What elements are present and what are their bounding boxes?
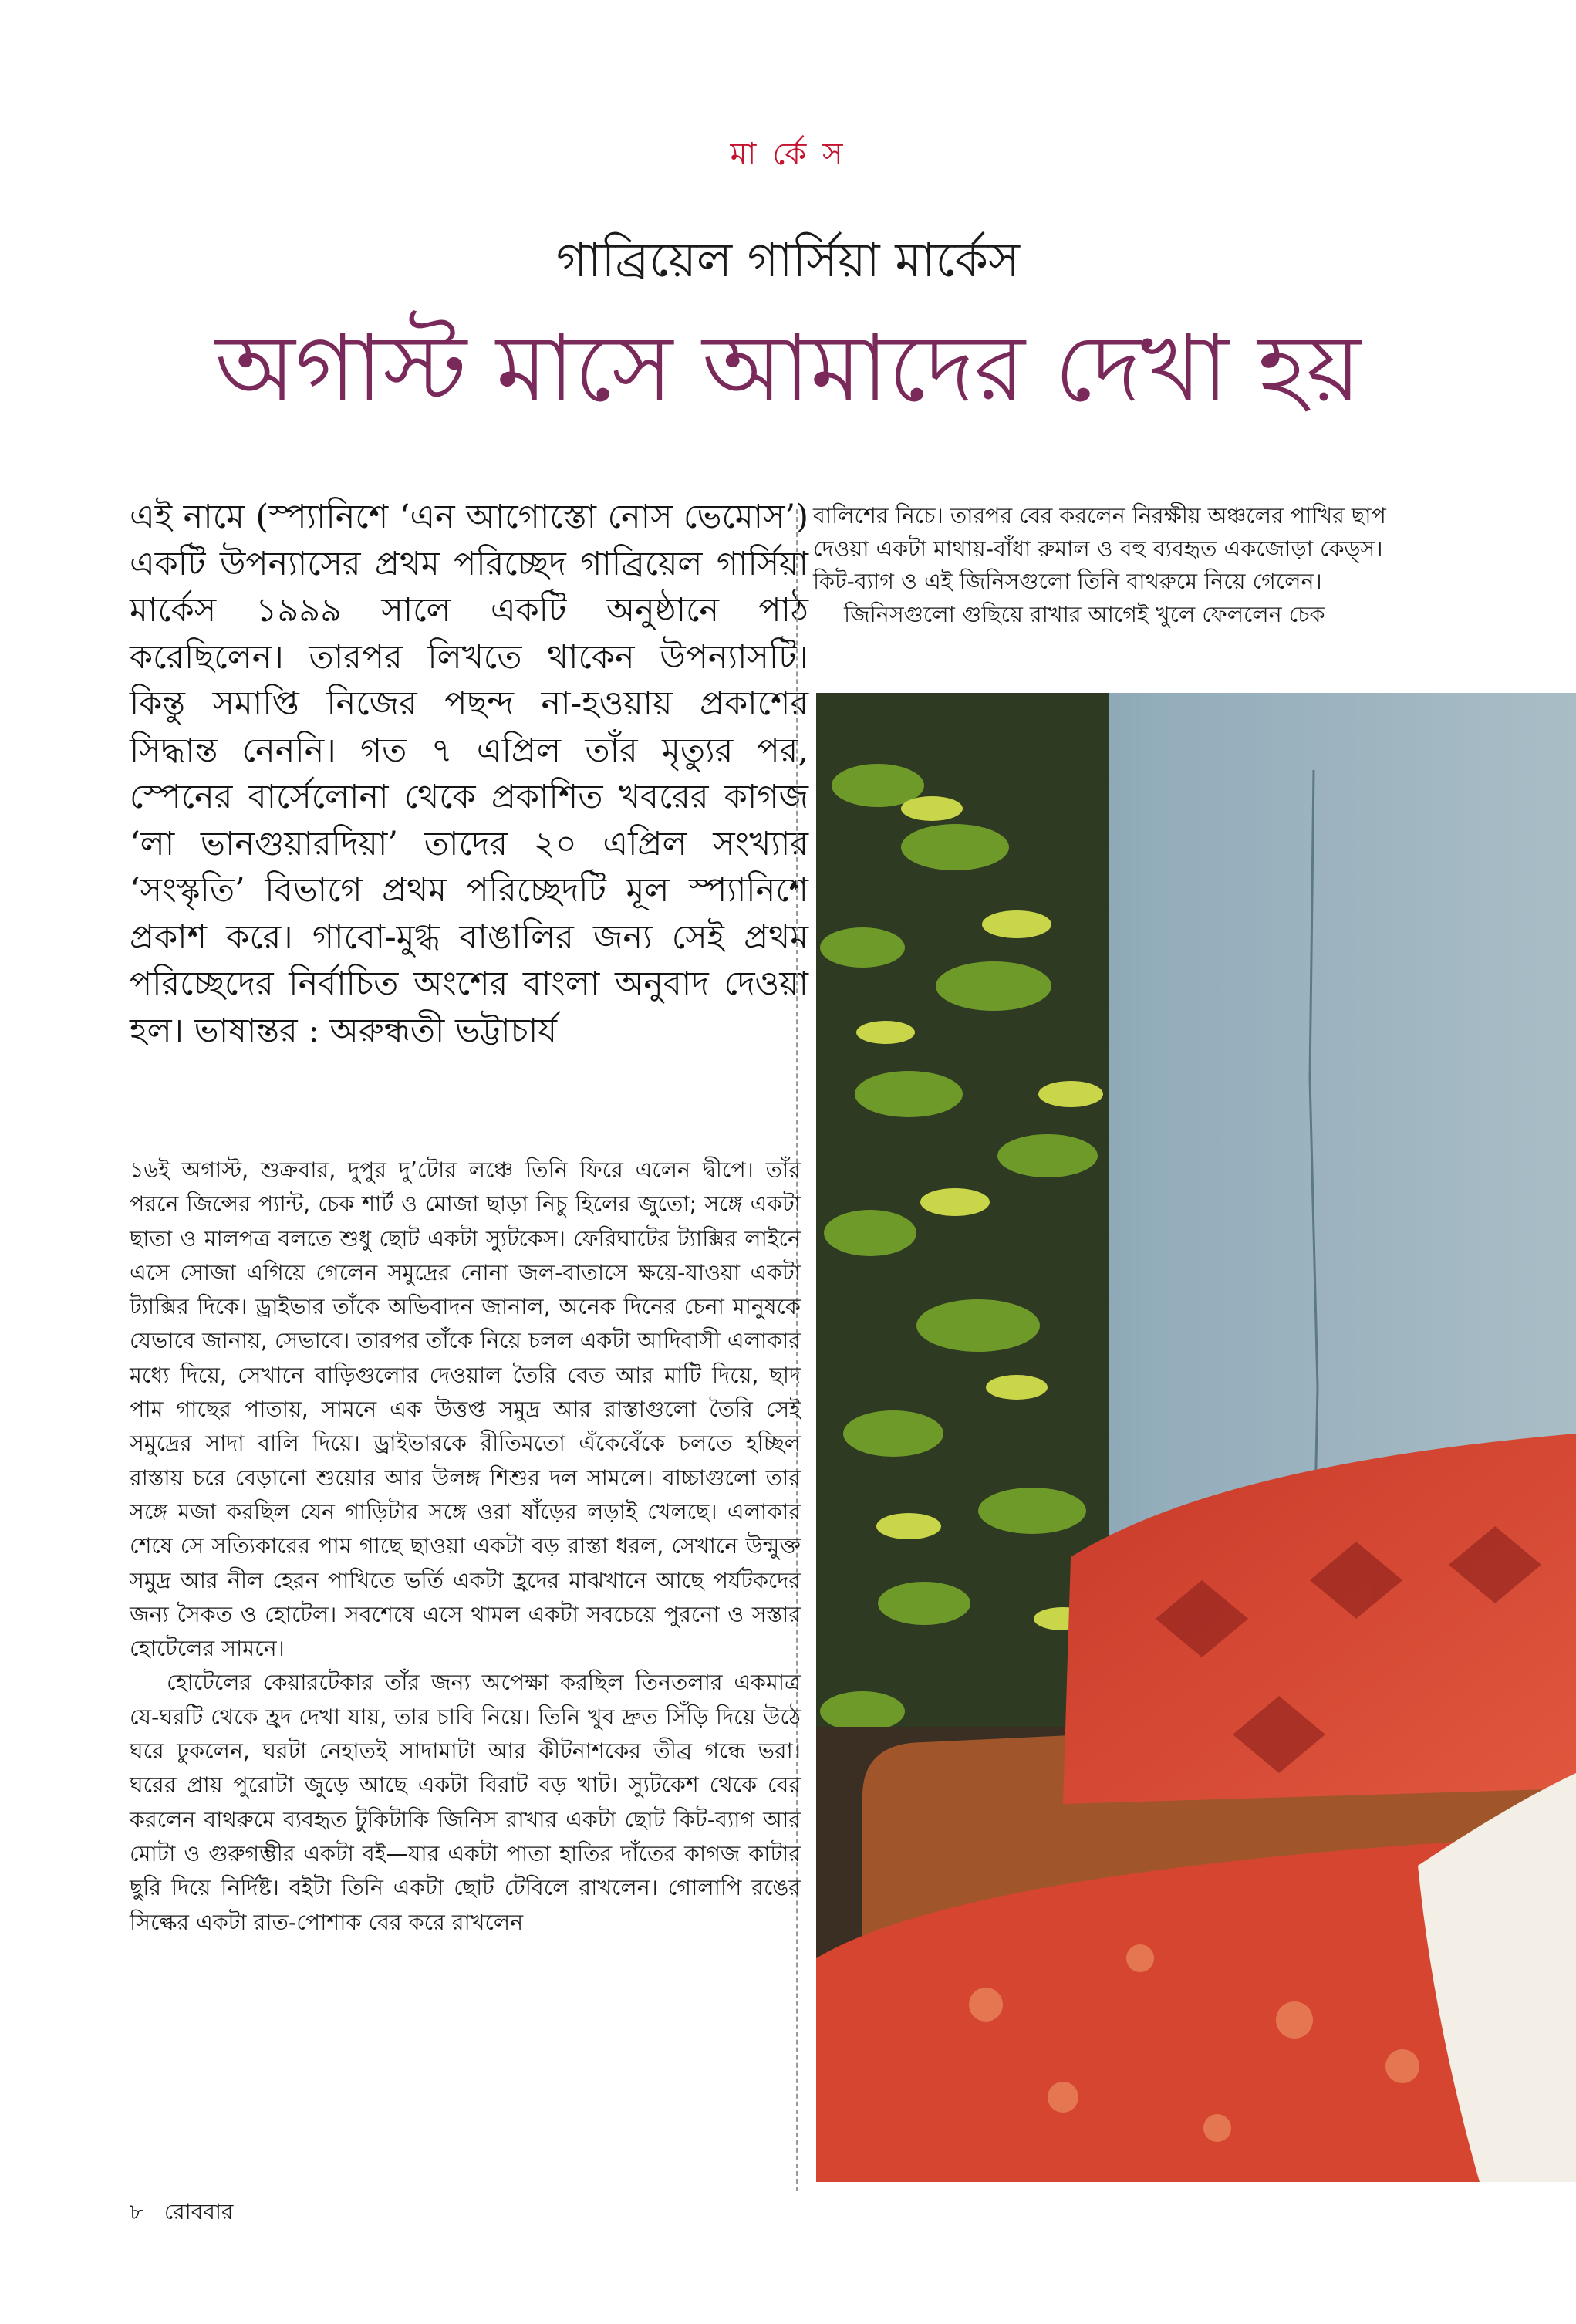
body-paragraph: ১৬ই অগাস্ট, শুক্রবার, দুপুর দু’টোর লঞ্চে তিনি ফিরে এলেন দ্বীপে। তাঁর পরনে জিন্সের প্যান্ট, চেক শার্ট ও মোজা ছাড়া নিচু হিলের জুতো; সঙ্গে একটা ছাতা ও মালপত্র বলতে শুধু ছোট একটা স্যুটকেস। ফেরিঘাটের ট্যাক্সির লাইনে এসে সোজা এগিয়ে গেলেন সমুদ্রের নোনা জল-বাতাসে ক্ষয়ে-যাওয়া একটা ট্যাক্সির দিকে। ড্রাইভার তাঁকে অভিবাদন জানাল, অনেক দিনের চেনা মানুষকে যেভাবে জানায়, সেভাবে। তারপর তাঁকে নিয়ে চলল একটা আদিবাসী এলাকার মধ্যে দিয়ে, সেখানে বাড়িগুলোর দেওয়াল তৈরি বেত আর মাটি দিয়ে, ছাদ পাম গাছের পাতায়, সামনে এক উত্তপ্ত সমুদ্র আর রাস্তাগুলো তৈরি সেই সমুদ্রের সাদা বালি দিয়ে। ড্রাইভারকে রীতিমতো এঁকেবেঁকে চলতে হচ্ছিল রাস্তায় চরে বেড়ানো শুয়োর আর উলঙ্গ শিশুর দল সামলে। বাচ্চাগুলো তার সঙ্গে মজা করছিল যেন গাড়িটার সঙ্গে ওরা ষাঁড়ের লড়াই খেলছে। এলাকার শেষে সে সত্যিকারের পাম গাছে ছাওয়া একটা বড় রাস্তা ধরল, সেখানে উন্মুক্ত সমুদ্র আর নীল হেরন পাখিতে ভর্তি একটা হ্রদের মাঝখানে আছে পর্যটকদের জন্য সৈকত ও হোটেল। সবশেষে এসে থামল একটা সবচেয়ে পুরনো ও সস্তার হোটেলের সামনে। <box>130 1157 801 1662</box>
section-label: মা র্কে স <box>730 137 846 172</box>
intro-paragraph: এই নামে (স্প্যানিশে ‘এন আগোস্তো নোস ভেমোস’) একটি উপন্যাসের প্রথম পরিচ্ছেদ গাব্রিয়েল গার্সিয়া মার্কেস ১৯৯৯ সালে একটি অনুষ্ঠানে পাঠ করেছিলেন। তারপর লিখতে থাকেন উপন্যাসটি। কিন্তু সমাপ্তি নিজের পছন্দ না-হওয়ায় প্রকাশের সিদ্ধান্ত নেননি। গত ৭ এপ্রিল তাঁর মৃত্যুর পর, স্পেনের বার্সেলোনা থেকে প্রকাশিত খবরের কাগজ ‘লা ভানগুয়ারদিয়া’ তাদের ২০ এপ্রিল সংখ্যার ‘সংস্কৃতি’ বিভাগে প্রথম পরিচ্ছেদটি মূল স্প্যানিশে প্রকাশ করে। গাবো-মুগ্ধ বাঙালির জন্য সেই প্রথম পরিচ্ছেদের নির্বাচিত অংশের বাংলা অনুবাদ দেওয়া হল। ভাষান্তর : অরুন্ধতী ভট্টাচার্য <box>130 498 808 1050</box>
body-paragraph: বালিশের নিচে। তারপর বের করলেন নিরক্ষীয় অঞ্চলের পাখির ছাপ দেওয়া একটা মাথায়-বাঁধা রুমাল ও বহু ব্যবহৃত একজোড়া কেড্স। কিট-ব্যাগ ও এই জিনিসগুলো তিনি বাথরুমে নিয়ে গেলেন। <box>813 503 1386 594</box>
body-paragraph: হোটেলের কেয়ারটেকার তাঁর জন্য অপেক্ষা করছিল তিনতলার একমাত্র যে-ঘরটি থেকে হ্রদ দেখা যায়, তার চাবি নিয়ে। তিনি খুব দ্রুত সিঁড়ি দিয়ে উঠে ঘরে ঢুকলেন, ঘরটা নেহাতই সাদামাটা আর কীটনাশকের তীব্র গন্ধে ভরা। ঘরের প্রায় পুরোটা জুড়ে আছে একটা বিরাট বড় খাট। স্যুটকেশ থেকে বের করলেন বাথরুমে ব্যবহৃত টুকিটাকি জিনিস রাখার একটা ছোট কিট-ব্যাগ আর মোটা ও গুরুগম্ভীর একটা বই—যার একটা পাতা হাতির দাঁতের কাগজ কাটার ছুরি দিয়ে নির্দিষ্ট। বইটা তিনি একটা ছোট টেবিলে রাখলেন। গোলাপি রঙের সিল্কের একটা রাত-পোশাক বের করে রাখলেন <box>130 1670 801 1935</box>
page-number: ৮ <box>130 2199 144 2224</box>
page-footer <box>130 2195 233 2231</box>
article-photo <box>816 693 1576 2182</box>
body-paragraph: জিনিসগুলো গুছিয়ে রাখার আগেই খুলে ফেললেন চেক <box>844 601 1325 627</box>
author-name: গাব্রিয়েল গার্সিয়া মার্কেস <box>556 231 1020 288</box>
magazine-name: রোববার <box>164 2199 234 2224</box>
body-column-left <box>130 1154 801 1940</box>
body-column-right <box>813 500 1407 631</box>
article-title: অগাস্ট মাসে আমাদের দেখা হয় <box>214 316 1362 423</box>
